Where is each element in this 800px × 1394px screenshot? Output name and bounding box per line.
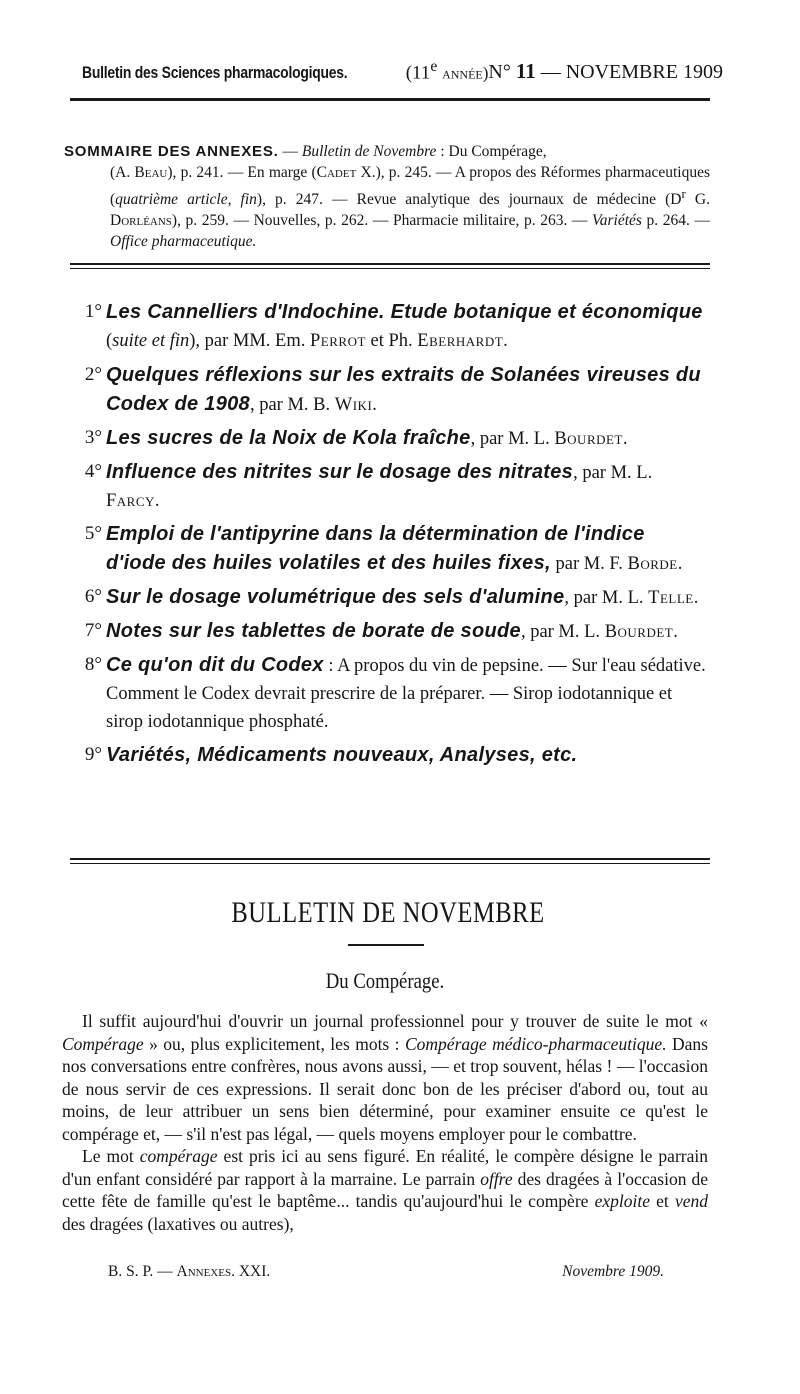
issue-date: — NOVEMBRE 1909 (540, 61, 723, 84)
list-item (70, 741, 710, 770)
issue-prefix: N° (488, 61, 511, 84)
item-number: 1° (84, 301, 102, 322)
list-item (70, 424, 710, 453)
emphasis: vend (674, 1191, 708, 1211)
item-number: 2° (84, 364, 102, 385)
bulletin-title: BULLETIN DE NOVEMBRE (231, 896, 545, 929)
item-note: suite et fin (112, 331, 190, 351)
header-rule (70, 98, 710, 101)
item-number: 5° (84, 523, 102, 544)
paragraph-text: Il suffit aujourd'hui d'ouvrir un journal professionnel pour y trouver de suite le mot « (82, 1011, 708, 1031)
paragraph (62, 1010, 708, 1145)
footer-text: . XXI. (231, 1263, 271, 1280)
author-name: Bourdet (604, 622, 674, 642)
emphasis: compérage (139, 1146, 218, 1166)
item-text: par M. F. (550, 554, 628, 574)
footer-date: Novembre 1909. (562, 1263, 664, 1280)
sommaire-label: SOMMAIRE DES ANNEXES. (64, 143, 279, 160)
paragraph-text: est pris ici au sens figuré. En réalité, le compère désigne le parrain d'un enfant considéré par rapport à la marraine. Le parrain (62, 1146, 708, 1189)
paragraph-text: et (649, 1191, 675, 1211)
sommaire-text: ), p. 259. — Nouvelles, p. 262. — Pharmacie militaire, p. 263. — (171, 212, 593, 230)
sommaire-des-annexes (64, 141, 710, 252)
section-title: Du Compérage. (325, 968, 445, 993)
article-title: Sur le dosage volumétrique des sels d'alumine (106, 586, 565, 608)
paragraph-text: » ou, plus explicitement, les mots : (143, 1033, 405, 1054)
year-number: (11 (405, 62, 431, 84)
running-header (82, 58, 723, 84)
sommaire-varietes: Variétés (592, 212, 642, 230)
item-number: 8° (84, 654, 102, 675)
sommaire-text: — (278, 143, 302, 160)
sommaire-text: : Du Compérage, (436, 143, 547, 160)
article-title: Notes sur les tablettes de borate de soude (106, 620, 521, 642)
item-number: 3° (84, 427, 102, 448)
sommaire-text: X.), p. 245. — A propos des Réformes pharmaceutiques ( (110, 164, 710, 209)
item-text: . (372, 395, 377, 415)
item-text: : A propos du vin de pepsine. — Sur l'eau sédative. Comment le Codex devrait prescrire de la préparer. — Sirop iodotannique et sirop iodotannique phosphaté. (106, 656, 706, 732)
issue-number: 11 (515, 59, 536, 84)
emphasis: exploite (594, 1191, 650, 1211)
paragraph (62, 1145, 708, 1235)
paragraph-text: Dans nos conversations entre confrères, nous avons aussi, — et trop souvent, hélas ! — l'occasion de nous servir de ces expressions. Il serait donc bon de les préciser d'abord ou, tout au moins, de leur attribuer un sens bien déterminé, pour examiner ensuite ce qu'est le compérage et, — s'il n'est pas légal, — quels moyens employer pour le combattre. (62, 1033, 708, 1144)
contents-rule (70, 858, 710, 864)
sommaire-text: (A. (110, 164, 135, 181)
item-text: . (693, 588, 699, 608)
page-footer (108, 1263, 664, 1281)
author-beau: Beau (134, 164, 168, 181)
paragraph-text: des dragées à l'occasion de cette fête de famille qu'est le baptême... tandis qu'aujourd'hui le compère (62, 1168, 708, 1211)
emphasis: offre (480, 1168, 513, 1189)
article-body (62, 1010, 708, 1235)
footer-signature (108, 1263, 270, 1281)
item-text: , par M. L. (573, 463, 653, 483)
list-item (70, 298, 710, 355)
sommaire-bulletin-label: Bulletin de Novembre (301, 143, 437, 160)
contents-list (70, 298, 710, 770)
article-title: Les sucres de la Noix de Kola fraîche (106, 427, 471, 449)
paragraph-text: des dragées (laxatives ou autres), (62, 1213, 294, 1234)
item-number: 6° (84, 586, 102, 607)
item-text: , par M. L. (564, 588, 649, 608)
author-name: Telle (648, 588, 694, 608)
item-number: 9° (84, 744, 102, 765)
year-superscript: e (430, 58, 438, 75)
article-title: Influence des nitrites sur le dosage des nitrates (106, 461, 574, 483)
item-text: . (673, 622, 678, 642)
list-item (70, 651, 710, 736)
footer-text: B. S. P. — (108, 1263, 177, 1280)
list-item (70, 458, 710, 515)
item-text: , par M. L. (520, 622, 605, 642)
list-item (70, 583, 710, 612)
sommaire-office: Office pharmaceutique. (110, 233, 257, 251)
item-text: . (503, 331, 508, 351)
article-title: Emploi de l'antipyrine dans la détermination de l'indice d'iode des huiles volatiles et des huiles fixes, (106, 523, 645, 574)
author-name: Bourdet (554, 429, 623, 449)
article-title: Les Cannelliers d'Indochine. Etude botanique et économique (106, 301, 703, 323)
author-name: Perrot (310, 331, 366, 351)
item-text: , par M. L. (470, 429, 555, 449)
author-cadet: Cadet (316, 164, 357, 181)
author-name: Wiki (334, 395, 373, 415)
list-item (70, 361, 710, 419)
footer-text: Annexes (176, 1263, 232, 1280)
issue-info (488, 59, 723, 84)
item-text: . (154, 491, 160, 511)
doctor-superscript: r (681, 186, 686, 201)
sommaire-article-note: quatrième article, fin (115, 191, 257, 209)
year-word: année) (442, 63, 489, 83)
article-title: Ce qu'on dit du Codex (106, 654, 324, 676)
volume-year (406, 58, 489, 84)
emphasis: Compérage (62, 1033, 144, 1054)
author-dorleans: Dorléans (110, 212, 172, 230)
article-title: Quelques réflexions sur les extraits de Solanées vireuses du Codex de 1908 (106, 364, 701, 415)
author-name: Borde (627, 554, 678, 574)
sommaire-continuation (64, 162, 710, 252)
paragraph-text: Le mot (82, 1146, 140, 1166)
journal-title: Bulletin des Sciences pharmacologiques. (82, 63, 348, 83)
sommaire-text: ), p. 247. — Revue analytique des journaux de médecine (D (256, 191, 682, 209)
item-number: 4° (84, 461, 102, 482)
list-item (70, 520, 710, 578)
list-item (70, 617, 710, 646)
author-name: Eberhardt (417, 331, 504, 351)
item-text: . (622, 429, 628, 449)
title-underline (348, 944, 424, 946)
article-title: Variétés, Médicaments nouveaux, Analyses, etc. (106, 744, 578, 766)
author-name: Farcy (106, 491, 155, 511)
item-text: ( (106, 331, 113, 351)
emphasis: Compérage médico-pharmaceutique. (405, 1033, 667, 1054)
item-number: 7° (84, 620, 102, 641)
sommaire-text: G. (685, 191, 710, 209)
sommaire-text: p. 264. — (641, 212, 710, 230)
item-text: , par M. B. (249, 395, 335, 415)
sommaire-rule (70, 263, 710, 269)
item-text: et Ph. (365, 331, 418, 351)
item-text: ), par MM. Em. (189, 331, 310, 351)
item-text: . (677, 554, 683, 574)
sommaire-text: ), p. 241. — En marge ( (167, 164, 317, 181)
